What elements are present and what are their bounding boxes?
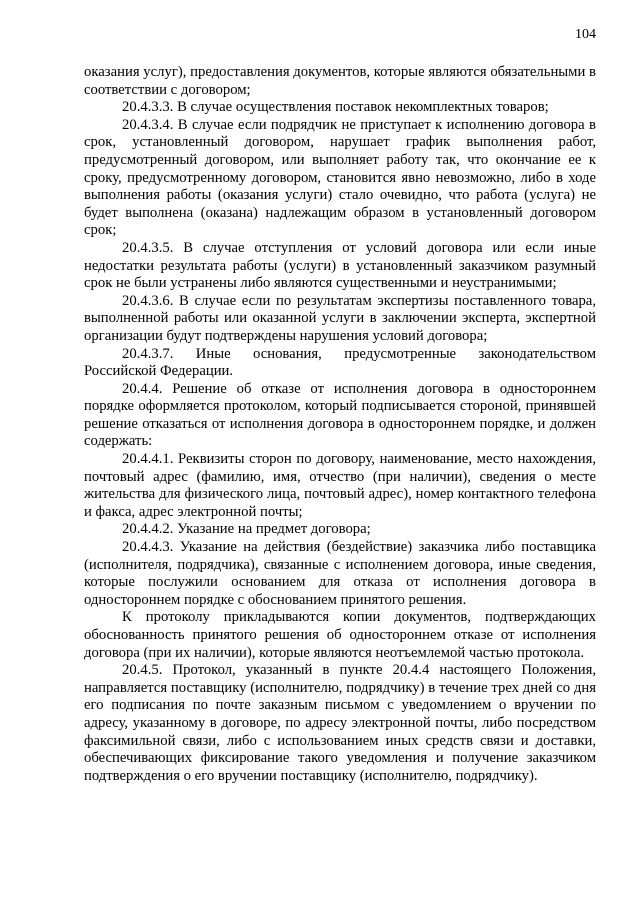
paragraph-20-4-3-7: 20.4.3.7. Иные основания, предусмотренные законодательством Российской Федерации. bbox=[84, 345, 596, 380]
document-body bbox=[84, 64, 596, 785]
paragraph-continuation: оказания услуг), предоставления документов, которые являются обязательными в соответствии с договором; bbox=[84, 64, 596, 98]
paragraph-20-4-3-6: 20.4.3.6. В случае если по результатам экспертизы поставленного товара, выполненной работы или оказанной услуги в заключении эксперта, экспертной организации будут подтверждены нарушения условий договора; bbox=[84, 292, 596, 344]
paragraph-20-4-3-4: 20.4.3.4. В случае если подрядчик не приступает к исполнению договора в срок, установленный договором, нарушает график выполнения работ, предусмотренный договором, или выполняет работу так, что окончание ее к сроку, предусмотренному договором, становится явно невозможно, либо в ходе выполнения работы (оказания услуги) стало очевидно, что работа (услуга) не будет выполнена (оказана) надлежащим образом в установленный договором срок; bbox=[84, 116, 596, 239]
paragraph-20-4-5: 20.4.5. Протокол, указанный в пункте 20.4.4 настоящего Положения, направляется поставщику (исполнителю, подрядчику) в течение трех дней со дня его подписания по почте заказным письмом с уведомлением о вручении по адресу, указанному в договоре, по адресу электронной почты, либо посредством факсимильной связи, либо с использованием иных средств связи и доставки, обеспечивающих фиксирование такого уведомления и получение заказчиком подтверждения о его вручении поставщику (исполнителю, подрядчику). bbox=[84, 662, 596, 784]
paragraph-20-4-4-2: 20.4.4.2. Указание на предмет договора; bbox=[122, 521, 371, 538]
page-number: 104 bbox=[575, 27, 596, 42]
paragraph-20-4-3-5: 20.4.3.5. В случае отступления от условий договора или если иные недостатки результата работы (услуги) в установленный заказчиком разумный срок не были устранены либо являются существенными и неустранимыми; bbox=[84, 239, 596, 292]
paragraph-20-4-4: 20.4.4. Решение об отказе от исполнения договора в одностороннем порядке оформляется протоколом, который подписывается стороной, принявшей решение отказаться от исполнения договора в одностороннем порядке, и должен содержать: bbox=[84, 380, 596, 450]
paragraph-20-4-4-1: 20.4.4.1. Реквизиты сторон по договору, наименование, место нахождения, почтовый адрес (фамилию, имя, отчество (при наличии), сведения о месте жительства для физического лица, почтовый адрес), номер контактного телефона и факса, адрес электронной почты; bbox=[84, 451, 596, 520]
paragraph-20-4-3-3: 20.4.3.3. В случае осуществления поставок некомплектных товаров; bbox=[122, 99, 549, 116]
paragraph-protocol-attachments: К протоколу прикладываются копии документов, подтверждающих обоснованность принятого решения об одностороннем отказе от исполнения договора (при их наличии), которые являются неотъемлемой частью протокола. bbox=[84, 609, 596, 661]
paragraph-20-4-4-3: 20.4.4.3. Указание на действия (бездействие) заказчика либо поставщика (исполнителя, подрядчика), связанные с исполнением договора, иные сведения, которые послужили основанием для отказа от исполнения договора в одностороннем порядке с обоснованием принятого решения. bbox=[84, 539, 596, 608]
